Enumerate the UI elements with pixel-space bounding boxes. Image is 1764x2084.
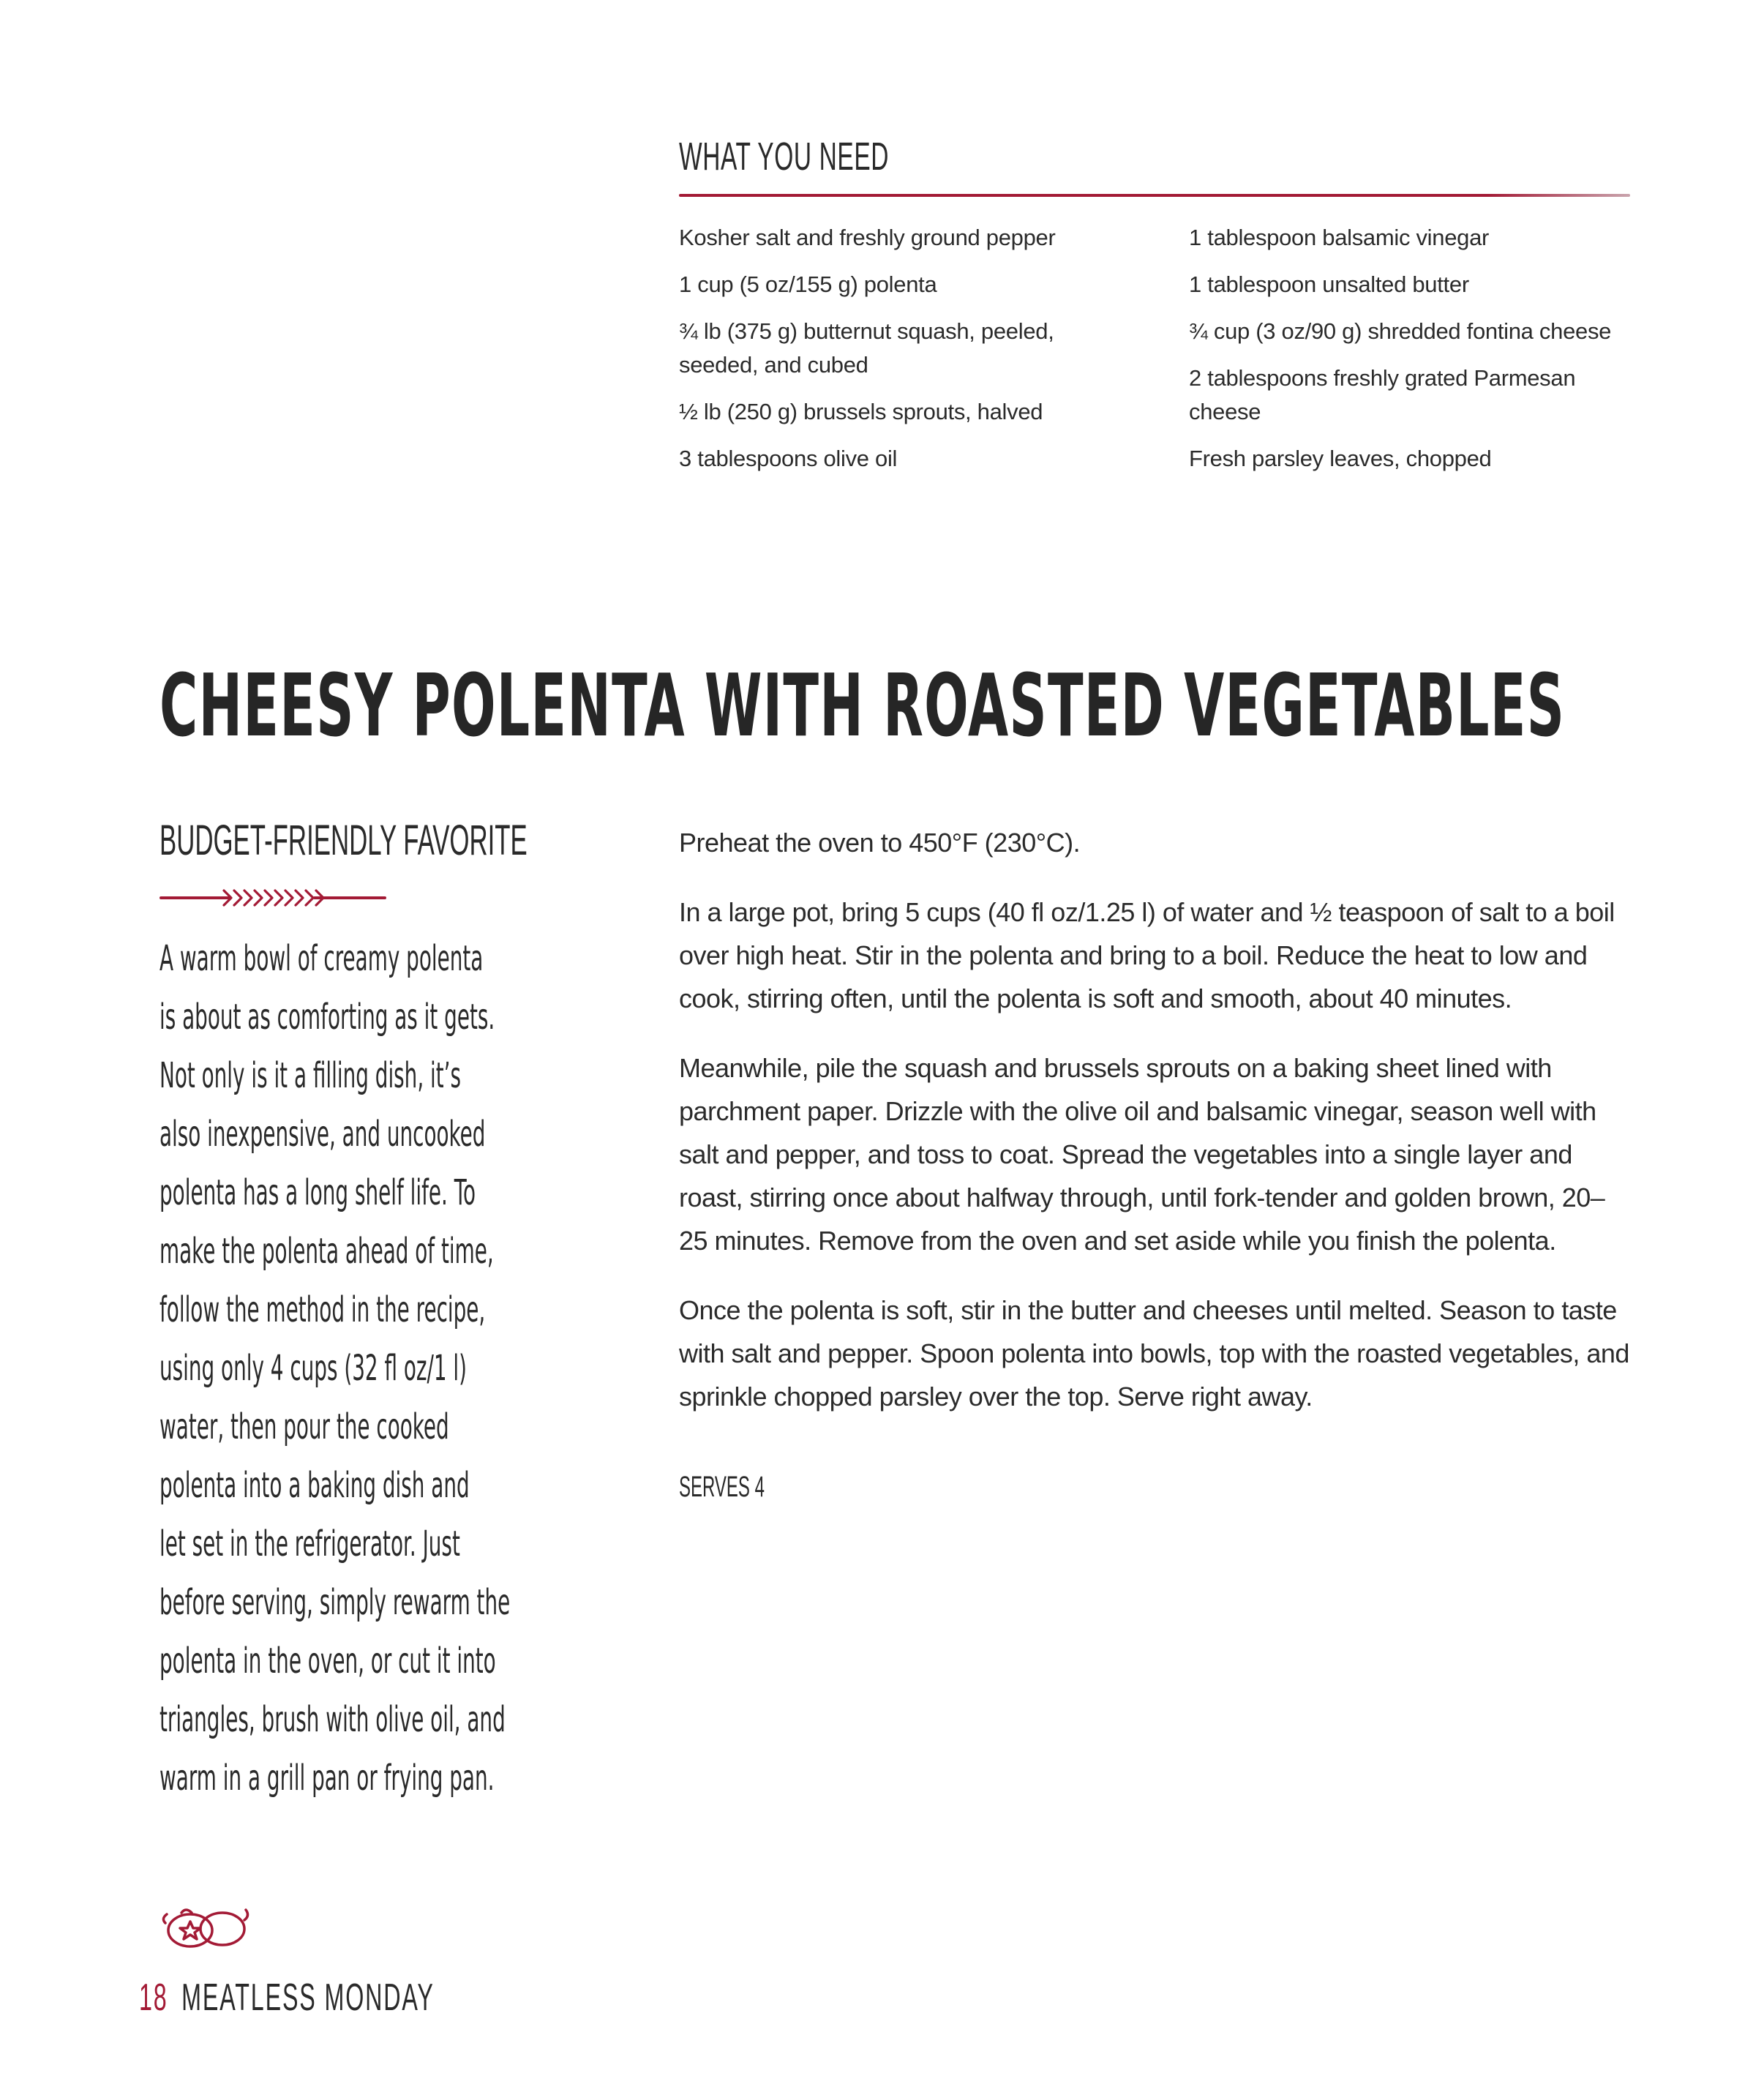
sidebar-line: warm in a grill pan or frying pan. xyxy=(159,1758,495,1799)
ingredient-item: 2 tablespoons freshly grated Parmesan cheese xyxy=(1189,365,1576,424)
ingredient-item: ½ lb (250 g) brussels sprouts, halved xyxy=(679,399,1043,424)
page-number: 18 xyxy=(139,1976,168,2019)
sidebar-line: is about as comforting as it gets. xyxy=(159,997,495,1038)
sidebar-line: polenta has a long shelf life. To xyxy=(159,1172,476,1213)
sidebar-line: polenta into a baking dish and xyxy=(159,1465,470,1506)
method-step: In a large pot, bring 5 cups (40 fl oz/1.25 l) of water and ½ teaspoon of salt to a boil over high heat. Stir in the polenta and bring to a boil. Reduce the heat to low and cook, stirring often, until the polenta is soft and smooth, about 40 minutes. xyxy=(679,897,1615,1013)
ingredients-list-left xyxy=(679,221,1059,489)
ingredient-item: ¾ cup (3 oz/90 g) shredded fontina cheese xyxy=(1189,318,1612,344)
arrow-divider-icon xyxy=(159,885,394,910)
sidebar-line: A warm bowl of creamy polenta xyxy=(159,938,484,979)
serves-label: SERVES 4 xyxy=(679,1471,765,1503)
ingredient-item: 3 tablespoons olive oil xyxy=(679,446,898,471)
sidebar-line: follow the method in the recipe, xyxy=(159,1289,486,1330)
sidebar-line: also inexpensive, and uncooked xyxy=(159,1114,486,1155)
sidebar-line: triangles, brush with olive oil, and xyxy=(159,1699,506,1740)
sidebar-line: using only 4 cups (32 fl oz/1 l) xyxy=(159,1348,468,1389)
ingredient-item: 1 cup (5 oz/155 g) polenta xyxy=(679,271,937,297)
ingredient-item: 1 tablespoon balsamic vinegar xyxy=(1189,225,1490,250)
ingredient-item: Fresh parsley leaves, chopped xyxy=(1189,446,1492,471)
sidebar-line: before serving, simply rewarm the xyxy=(159,1582,511,1623)
sidebar-line: polenta in the oven, or cut it into xyxy=(159,1641,496,1682)
ingredient-item: Kosher salt and freshly ground pepper xyxy=(679,225,1056,250)
ingredient-item: ¾ lb (375 g) butternut squash, peeled, seeded, and cubed xyxy=(679,318,1054,378)
recipe-title: CHEESY POLENTA WITH ROASTED VEGETABLES xyxy=(159,655,1566,756)
tomato-logo-icon xyxy=(159,1903,255,1954)
sidebar-heading: BUDGET-FRIENDLY FAVORITE xyxy=(159,817,528,864)
ingredients-heading: WHAT YOU NEED xyxy=(679,135,890,179)
method-step: Meanwhile, pile the squash and brussels sprouts on a baking sheet lined with parchment paper. Drizzle with the olive oil and balsamic vinegar, season well with salt and pepper, and toss to coat. Spread the vegetables into a single layer and roast, stirring once about halfway through, until fork-tender and golden brown, 20–25 minutes. Remove from the oven and set aside while you finish the polenta. xyxy=(679,1053,1605,1256)
sidebar-line: make the polenta ahead of time, xyxy=(159,1231,494,1272)
method-step: Preheat the oven to 450°F (230°C). xyxy=(679,828,1081,858)
ingredients-list-right xyxy=(1189,221,1643,489)
book-title: MEATLESS MONDAY xyxy=(181,1976,435,2019)
method-step: Once the polenta is soft, stir in the butter and cheeses until melted. Season to taste with salt and pepper. Spoon polenta into bowls, top with the roasted vegetables, and sprinkle chopped parsley over the top. Serve right away. xyxy=(679,1295,1629,1412)
sidebar-text xyxy=(159,929,541,1807)
method-steps xyxy=(679,821,1630,1444)
sidebar-line: let set in the refrigerator. Just xyxy=(159,1523,460,1564)
sidebar-line: Not only is it a filling dish, it’s xyxy=(159,1055,462,1096)
ingredient-item: 1 tablespoon unsalted butter xyxy=(1189,271,1469,297)
sidebar-line: water, then pour the cooked xyxy=(159,1406,449,1447)
page-folio xyxy=(139,1976,435,2020)
ingredients-rule xyxy=(679,194,1630,197)
